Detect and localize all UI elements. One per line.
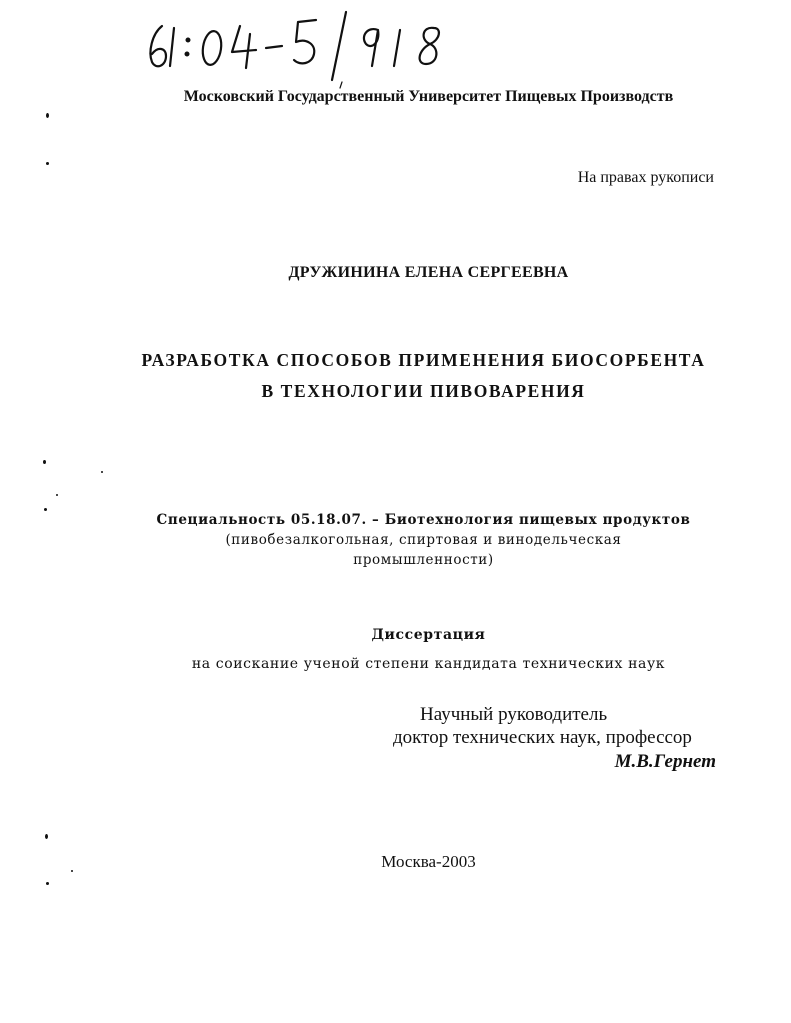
scan-speck [46, 882, 49, 885]
dissertation-subtitle: на соискание ученой степени кандидата технических наук [191, 656, 666, 672]
supervisor-label: Научный руководитель [420, 704, 608, 725]
author-name: ДРУЖИНИНА ЕЛЕНА СЕРГЕЕВНА [288, 264, 569, 281]
supervisor-name: М.В.Гернет [614, 751, 716, 772]
scan-speck [45, 834, 48, 839]
specialty-line-1: Специальность 05.18.07. – Биотехнология пищевых продуктов [156, 512, 691, 528]
dissertation-heading: Диссертация [371, 627, 486, 643]
manuscript-rights-note: На правах рукописи [577, 169, 714, 186]
scan-speck [46, 113, 49, 118]
scan-speck [44, 508, 47, 511]
supervisor-degree: доктор технических наук, профессор [393, 727, 692, 748]
scan-speck [101, 471, 103, 473]
thesis-title-line-1: РАЗРАБОТКА СПОСОБОВ ПРИМЕНЕНИЯ БИОСОРБЕНТА [141, 350, 706, 370]
specialty-line-3: промышленности) [353, 552, 494, 568]
city-year: Москва-2003 [381, 852, 476, 871]
scan-speck [46, 162, 49, 165]
scan-speck [43, 460, 46, 464]
scan-speck [71, 870, 73, 872]
scan-speck [56, 494, 58, 496]
handwritten-archive-code [140, 4, 500, 94]
thesis-title-line-2: В ТЕХНОЛОГИИ ПИВОВАРЕНИЯ [261, 381, 586, 401]
university-name: Московский Государственный Университет Пищевых Производств [183, 88, 674, 105]
specialty-line-2: (пивобезалкогольная, спиртовая и винодельческая [225, 532, 622, 548]
